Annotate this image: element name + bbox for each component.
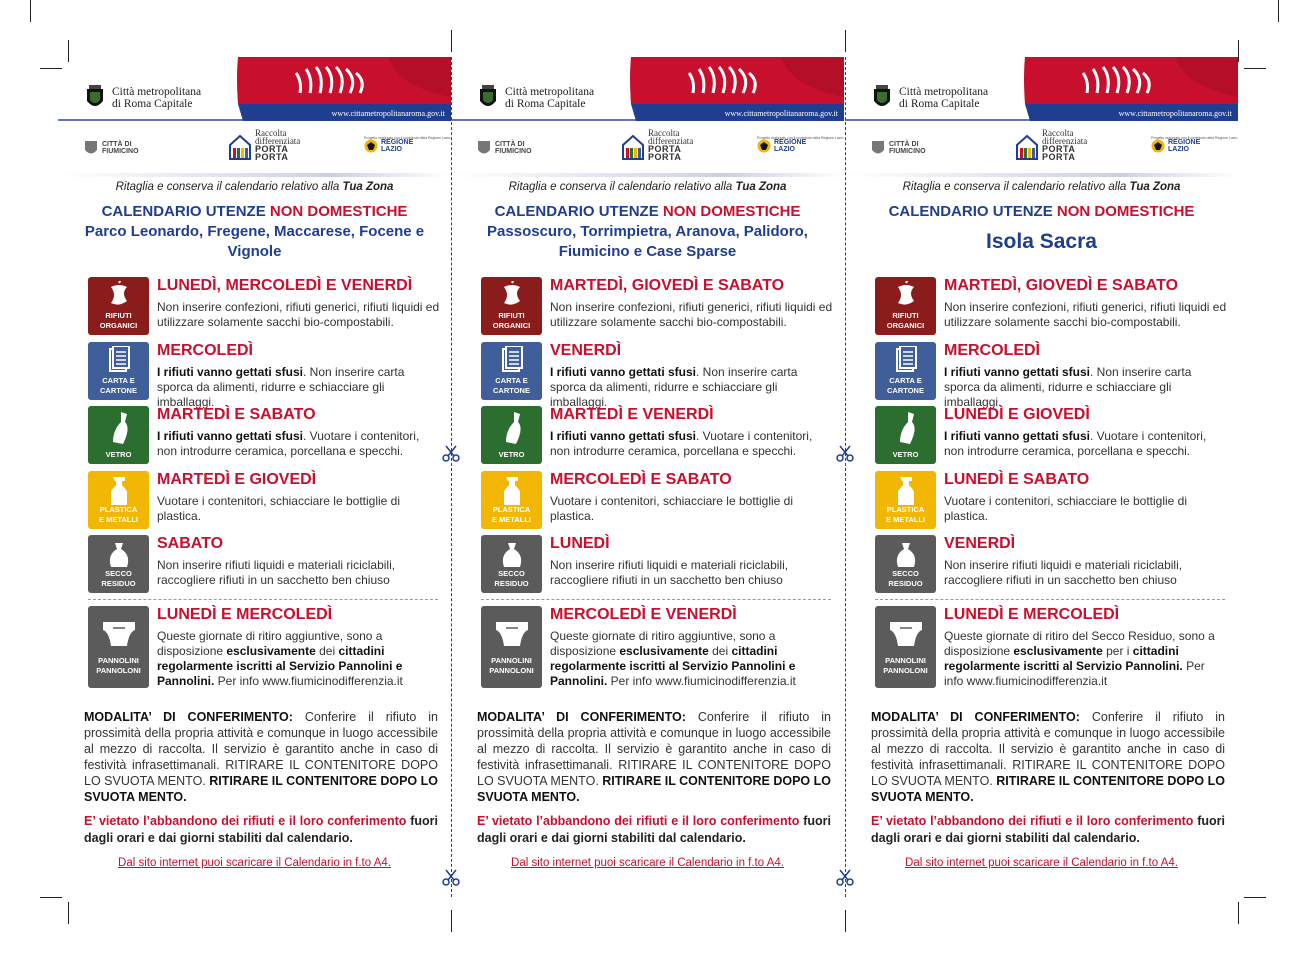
pann-t1: Queste giornate di ritiro aggiuntive, sono a disposizione (157, 629, 383, 658)
collection-desc (944, 300, 1227, 330)
collection-desc (550, 365, 833, 410)
pann-t3: Per info www.fiumicinodifferenzia.it (944, 659, 1205, 688)
pann-label-2: PANNOLONI (96, 666, 141, 675)
secco-badge (875, 535, 936, 593)
title-a: CALENDARIO UTENZE (101, 203, 270, 220)
pann-b2: cittadini regolarmente iscritti al Servizio Pannolini e Pannolini. (550, 644, 796, 688)
collection-days: MARTEDÌ, GIOVEDÌ E SABATO (944, 277, 1179, 294)
title-b: NON DOMESTICHE (1056, 203, 1195, 220)
row-label-1: SECCO (105, 569, 132, 578)
spray-bottle-icon (88, 475, 149, 507)
dashed-separator (88, 599, 438, 600)
brand-line-2: di Roma Capitale (899, 98, 980, 110)
crop-mark (1244, 68, 1266, 69)
comune-line-2: FIUMICINO (889, 148, 926, 155)
crest-icon (871, 83, 893, 113)
pann-desc (550, 629, 833, 689)
title-b: NON DOMESTICHE (269, 203, 408, 220)
calendar-title (459, 202, 836, 222)
desc-bold: I rifiuti vanno gettati sfusi (550, 364, 697, 379)
desc-text: . Non inserire carta sporca da alimenti, ridurre e schiacciare gli imballaggi. (157, 364, 405, 409)
calendar-title (66, 202, 443, 222)
row-label-2: CARTONE (493, 385, 530, 395)
mod-b2: RITIRARE IL CONTENITORE DOPO LO SVUOTA MENTO. (871, 774, 1225, 804)
paper-icon (875, 346, 936, 376)
website-url[interactable]: www.cittametropolitanaroma.gov.it (331, 109, 445, 118)
row-label-2: CARTONE (887, 385, 924, 395)
comune-line-2: FIUMICINO (102, 148, 139, 155)
collection-desc (157, 300, 440, 330)
plastica-badge (88, 471, 149, 529)
bag-icon (88, 539, 149, 571)
pann-t3: Per info www.fiumicinodifferenzia.it (214, 674, 403, 688)
desc-text: . Vuotare i contenitori, non introdurre ceramica, porcellana e specchi. (944, 429, 1207, 458)
porta-line-1: PORTA (255, 144, 289, 154)
carta-badge (875, 342, 936, 400)
calendar-panel-2 (451, 57, 844, 897)
lazio-line-1: REGIONE (381, 139, 414, 146)
row-label-2: VETRO (892, 450, 919, 459)
row-label-2: VETRO (105, 450, 132, 459)
intro-pre: Ritaglia e conserva il calendario relativo alla (902, 181, 1130, 193)
collection-days: LUNEDÌ, MERCOLEDÌ E VENERDÌ (157, 277, 413, 294)
collection-days: SABATO (157, 535, 224, 552)
crop-mark (1244, 897, 1266, 898)
calendar-panel-3 (845, 57, 1238, 897)
pann-t3: Per info www.fiumicinodifferenzia.it (607, 674, 796, 688)
row-label-2: E METALLI (98, 514, 139, 524)
porta-line-1: PORTA (648, 144, 682, 154)
scissors-icon (442, 444, 460, 462)
divider (845, 173, 1238, 177)
partner-logos (58, 125, 451, 171)
row-label-1: PLASTICA (886, 504, 925, 514)
bag-icon (481, 539, 542, 571)
crest-icon (871, 139, 885, 157)
crest-icon (84, 139, 98, 157)
porta-a-porta-logo (228, 129, 300, 161)
desc-bold: I rifiuti vanno gettati sfusi (944, 364, 1091, 379)
lazio-line-1: REGIONE (1168, 139, 1201, 146)
crest-icon (477, 139, 491, 157)
row-label-2: E METALLI (491, 514, 532, 524)
pann-b2: cittadini regolarmente iscritti al Servizio Pannolini. (944, 644, 1183, 673)
crop-mark (1238, 902, 1239, 924)
row-label-1: RIFIUTI (498, 311, 525, 320)
comune-line-1: CITTÀ DI (102, 141, 132, 148)
brand-line-2: di Roma Capitale (112, 98, 193, 110)
intro-bold: Tua Zona (1129, 181, 1181, 193)
pann-label-2: PANNOLONI (883, 666, 928, 675)
paper-icon (88, 346, 149, 376)
desc-text: Non inserire confezioni, rifiuti generici, rifiuti liquidi ed utilizzare solamente sacchi bio-compostabili. (157, 300, 440, 329)
title-b: NON DOMESTICHE (662, 203, 801, 220)
porta-line-2: PORTA (1042, 152, 1076, 162)
desc-text: . Vuotare i contenitori, non introdurre ceramica, porcellana e specchi. (550, 429, 813, 458)
plastica-badge (481, 471, 542, 529)
scissors-icon (442, 868, 460, 886)
crop-mark (40, 897, 62, 898)
eagle-icon (364, 139, 378, 153)
row-label-1: RIFIUTI (105, 311, 132, 320)
header-banner (58, 57, 451, 121)
collection-desc (550, 558, 833, 588)
row-label-1: SECCO (892, 569, 919, 578)
crop-mark (1278, 0, 1279, 22)
collection-desc (157, 494, 440, 524)
collection-desc (550, 429, 833, 459)
desc-bold: I rifiuti vanno gettati sfusi (944, 429, 1091, 443)
row-label-1: RIFIUTI (892, 311, 919, 320)
desc-text: Non inserire rifiuti liquidi e materiali riciclabili, raccogliere rifiuti in un sacchetto ben chiuso (157, 558, 396, 587)
lazio-line-2: LAZIO (774, 146, 795, 153)
brand-line-1: Città metropolitana (899, 86, 989, 98)
pann-label-1: PANNOLINI (98, 656, 139, 665)
collection-desc (157, 558, 440, 588)
raccolta-line-1: Raccolta (255, 128, 287, 138)
raccolta-line-2: differenziata (1042, 136, 1088, 146)
warn-a: E’ vietato l’abbandono dei rifiuti e il loro conferimento (871, 814, 1198, 828)
brand-line-1: Città metropolitana (112, 86, 202, 98)
apple-core-icon (481, 281, 542, 311)
mod-t1: Conferire il rifiuto in prossimità della propria attività e comunque in luogo accessibile al mezzo di raccolta. Il servizio è garantito anche in caso di festività infrasettimanali. RITIRARE IL CONTENITORE DOPO LO SVUOTA MENTO. (84, 710, 438, 788)
pann-b1: esclusivamente (619, 644, 709, 658)
spray-bottle-icon (481, 475, 542, 507)
spray-bottle-icon (875, 475, 936, 507)
title-a: CALENDARIO UTENZE (494, 203, 663, 220)
download-link[interactable]: Dal sito internet puoi scaricare il Calendario in f.to A4. (905, 857, 1178, 869)
paper-icon (481, 346, 542, 376)
calendar-panel-1 (58, 57, 451, 897)
secco-badge (481, 535, 542, 593)
desc-text: Vuotare i contenitori, schiacciare le bottiglie di plastica. (944, 493, 1188, 523)
desc-text: Non inserire rifiuti liquidi e materiali riciclabili, raccogliere rifiuti in un sacchetto ben chiuso (944, 558, 1183, 587)
house-icon (621, 133, 645, 161)
intro-bold: Tua Zona (735, 181, 787, 193)
row-label-1: SECCO (498, 569, 525, 578)
pann-label-1: PANNOLINI (885, 656, 926, 665)
house-icon (1015, 133, 1039, 161)
header-banner (451, 57, 844, 121)
pann-t2: dei (315, 644, 339, 658)
pann-t2: per i (1102, 644, 1133, 658)
vetro-badge (88, 406, 149, 464)
mod-b1: MODALITA’ DI CONFERIMENTO: (871, 710, 1080, 724)
scissors-icon (836, 868, 854, 886)
row-label-2: ORGANICI (492, 321, 531, 330)
crop-mark (451, 910, 452, 932)
pann-b2: cittadini regolarmente iscritti al Servizio Pannolini e Pannolini. (157, 644, 403, 688)
comune-line-2: FIUMICINO (495, 148, 532, 155)
porta-a-porta-logo (621, 129, 693, 161)
porta-a-porta-logo (1015, 129, 1087, 161)
comune-fiumicino-logo (84, 139, 139, 157)
modalita-conferimento (871, 709, 1225, 805)
desc-text: . Vuotare i contenitori, non introdurre ceramica, porcellana e specchi. (157, 429, 420, 458)
brand-block (871, 83, 988, 113)
row-label-2: E METALLI (885, 514, 926, 524)
comune-fiumicino-logo (871, 139, 926, 157)
collection-days: MARTEDÌ, GIOVEDÌ E SABATO (550, 277, 785, 294)
collection-days: MARTEDÌ E VENERDÌ (550, 406, 714, 423)
calendar-title (853, 202, 1230, 222)
vetro-badge (481, 406, 542, 464)
bottle-icon (88, 410, 149, 450)
cut-line (845, 57, 846, 897)
row-label-1: CARTA E (495, 375, 528, 385)
bottle-icon (875, 410, 936, 450)
pann-t1: Queste giornate di ritiro aggiuntive, sono a disposizione (550, 629, 776, 658)
lazio-caption: Progetto realizzato con il contributo della Regione Lazio (1151, 136, 1238, 140)
desc-text: . Non inserire carta sporca da alimenti, ridurre e schiacciare gli imballaggi. (944, 364, 1192, 409)
collection-days: MERCOLEDÌ E SABATO (550, 470, 732, 488)
modalita-conferimento (477, 709, 831, 805)
download-link[interactable]: Dal sito internet puoi scaricare il Calendario in f.to A4. (118, 857, 391, 869)
collection-desc (157, 429, 440, 459)
raccolta-line-1: Raccolta (1042, 128, 1074, 138)
collection-days: LUNEDÌ E SABATO (944, 470, 1090, 488)
desc-text: Vuotare i contenitori, schiacciare le bottiglie di plastica. (550, 493, 794, 523)
diaper-icon (99, 616, 139, 654)
zone-name: Isola Sacra (986, 230, 1097, 253)
house-icon (228, 133, 252, 161)
lazio-caption: Progetto realizzato con il contributo della Regione Lazio (364, 136, 451, 140)
mod-b2: RITIRARE IL CONTENITORE DOPO LO SVUOTA MENTO. (477, 774, 831, 804)
regione-lazio-logo (757, 136, 844, 153)
pann-label-2: PANNOLONI (489, 666, 534, 675)
row-label-2: RESIDUO (494, 579, 529, 588)
pann-b1: esclusivamente (226, 644, 316, 658)
plastica-badge (875, 471, 936, 529)
pann-label-1: PANNOLINI (491, 656, 532, 665)
collection-days: LUNEDÌ (550, 535, 610, 552)
desc-text: . Non inserire carta sporca da alimenti, ridurre e schiacciare gli imballaggi. (550, 364, 798, 409)
row-label-2: VETRO (498, 450, 525, 459)
regione-lazio-logo (364, 136, 451, 153)
bag-icon (875, 539, 936, 571)
pannolini-badge (88, 606, 149, 688)
carta-badge (88, 342, 149, 400)
raccolta-line-2: differenziata (648, 136, 694, 146)
bottle-icon (481, 410, 542, 450)
intro-text (845, 181, 1238, 193)
collection-days: MARTEDÌ E SABATO (157, 406, 316, 423)
row-label-2: RESIDUO (888, 579, 923, 588)
warn-b: fuori dagli orari e dai giorni stabiliti dal calendario. (477, 814, 831, 845)
row-label-2: ORGANICI (99, 321, 138, 330)
lazio-line-2: LAZIO (381, 146, 402, 153)
porta-line-2: PORTA (255, 152, 289, 162)
pann-t2: dei (708, 644, 732, 658)
row-label-2: ORGANICI (886, 321, 925, 330)
website-url[interactable]: www.cittametropolitanaroma.gov.it (724, 109, 838, 118)
crop-mark (30, 0, 31, 22)
pann-days: MERCOLEDÌ E VENERDÌ (550, 606, 737, 623)
collection-desc (944, 365, 1227, 410)
partner-logos (451, 125, 844, 171)
comune-fiumicino-logo (477, 139, 532, 157)
crop-mark (845, 30, 846, 52)
intro-pre: Ritaglia e conserva il calendario relativo alla (508, 181, 736, 193)
collection-desc (944, 494, 1227, 524)
crop-mark (1238, 40, 1239, 62)
raccolta-line-2: differenziata (255, 136, 301, 146)
porta-line-2: PORTA (648, 152, 682, 162)
organico-badge (481, 277, 542, 335)
download-link[interactable]: Dal sito internet puoi scaricare il Calendario in f.to A4. (511, 857, 784, 869)
apple-core-icon (875, 281, 936, 311)
row-label-1: CARTA E (102, 375, 135, 385)
regione-lazio-logo (1151, 136, 1238, 153)
warn-a: E’ vietato l’abbandono dei rifiuti e il loro conferimento (477, 814, 804, 828)
crop-mark (845, 910, 846, 932)
diaper-icon (492, 616, 532, 654)
row-label-1: PLASTICA (492, 504, 531, 514)
row-label-2: RESIDUO (101, 579, 136, 588)
desc-bold: I rifiuti vanno gettati sfusi (157, 429, 304, 443)
brand-block (477, 83, 594, 113)
row-label-2: CARTONE (100, 385, 137, 395)
secco-badge (88, 535, 149, 593)
warn-b: fuori dagli orari e dai giorni stabiliti dal calendario. (871, 814, 1225, 845)
warning-text (871, 813, 1225, 847)
partner-logos (845, 125, 1238, 171)
mod-t1: Conferire il rifiuto in prossimità della propria attività e comunque in luogo accessibile al mezzo di raccolta. Il servizio è garantito anche in caso di festività infrasettimanali. RITIRARE IL CONTENITORE DOPO LO SVUOTA MENTO. (477, 710, 831, 788)
divider (451, 173, 844, 177)
dashed-separator (875, 599, 1225, 600)
desc-text: Non inserire confezioni, rifiuti generici, rifiuti liquidi ed utilizzare solamente sacchi bio-compostabili. (944, 300, 1227, 329)
zone-name: Passoscuro, Torrimpietra, Aranova, Palidoro, Fiumicino e Case Sparse (487, 223, 808, 260)
warn-b: fuori dagli orari e dai giorni stabiliti dal calendario. (84, 814, 438, 845)
pannolini-badge (875, 606, 936, 688)
crest-icon (84, 83, 106, 113)
warning-text (477, 813, 831, 847)
comune-line-1: CITTÀ DI (889, 141, 919, 148)
divider (58, 173, 451, 177)
collection-desc (550, 300, 833, 330)
apple-core-icon (88, 281, 149, 311)
organico-badge (875, 277, 936, 335)
collection-days: VENERDÌ (944, 535, 1016, 552)
porta-line-1: PORTA (1042, 144, 1076, 154)
collection-desc (944, 429, 1227, 459)
collection-days: MARTEDÌ E GIOVEDÌ (157, 470, 317, 488)
lazio-line-1: REGIONE (774, 139, 807, 146)
collection-days: MERCOLEDÌ (157, 341, 253, 359)
desc-text: Non inserire confezioni, rifiuti generici, rifiuti liquidi ed utilizzare solamente sacchi bio-compostabili. (550, 300, 833, 329)
pann-t1: Queste giornate di ritiro del Secco Residuo, sono a disposizione (944, 629, 1215, 658)
zone-name: Parco Leonardo, Fregene, Maccarese, Focene e Vignole (84, 223, 425, 260)
desc-text: Vuotare i contenitori, schiacciare le bottiglie di plastica. (157, 493, 401, 523)
lazio-caption: Progetto realizzato con il contributo della Regione Lazio (757, 136, 844, 140)
desc-bold: I rifiuti vanno gettati sfusi (157, 364, 304, 379)
pann-days: LUNEDÌ E MERCOLEDÌ (157, 606, 333, 623)
collection-days: VENERDÌ (550, 341, 622, 359)
collection-desc (550, 494, 833, 524)
brand-line-1: Città metropolitana (505, 86, 595, 98)
crop-mark (451, 30, 452, 52)
pann-days: LUNEDÌ E MERCOLEDÌ (944, 606, 1120, 623)
diaper-icon (886, 616, 926, 654)
mod-b1: MODALITA’ DI CONFERIMENTO: (477, 710, 686, 724)
raccolta-line-1: Raccolta (648, 128, 680, 138)
intro-text (451, 181, 844, 193)
mod-t1: Conferire il rifiuto in prossimità della propria attività e comunque in luogo accessibile al mezzo di raccolta. Il servizio è garantito anche in caso di festività infrasettimanali. RITIRARE IL CONTENITORE DOPO LO SVUOTA MENTO. (871, 710, 1225, 788)
vetro-badge (875, 406, 936, 464)
row-label-1: CARTA E (889, 375, 922, 385)
pann-desc (944, 629, 1227, 689)
title-a: CALENDARIO UTENZE (888, 203, 1057, 220)
intro-pre: Ritaglia e conserva il calendario relativo alla (115, 181, 343, 193)
lazio-line-2: LAZIO (1168, 146, 1189, 153)
collection-desc (157, 365, 440, 410)
pann-desc (157, 629, 440, 689)
row-label-1: PLASTICA (99, 504, 138, 514)
eagle-icon (1151, 139, 1165, 153)
cut-line (451, 57, 452, 897)
collection-desc (944, 558, 1227, 588)
warn-a: E’ vietato l’abbandono dei rifiuti e il loro conferimento (84, 814, 411, 828)
desc-bold: I rifiuti vanno gettati sfusi (550, 429, 697, 443)
comune-line-1: CITTÀ DI (495, 141, 525, 148)
brand-line-2: di Roma Capitale (505, 98, 586, 110)
website-url[interactable]: www.cittametropolitanaroma.gov.it (1118, 109, 1232, 118)
eagle-icon (757, 139, 771, 153)
header-banner (845, 57, 1238, 121)
dashed-separator (481, 599, 831, 600)
carta-badge (481, 342, 542, 400)
desc-text: Non inserire rifiuti liquidi e materiali riciclabili, raccogliere rifiuti in un sacchetto ben chiuso (550, 558, 789, 587)
organico-badge (88, 277, 149, 335)
intro-text (58, 181, 451, 193)
pann-b1: esclusivamente (1013, 644, 1103, 658)
intro-bold: Tua Zona (342, 181, 394, 193)
collection-days: MERCOLEDÌ (944, 341, 1040, 359)
modalita-conferimento (84, 709, 438, 805)
crop-mark (68, 902, 69, 924)
mod-b2: RITIRARE IL CONTENITORE DOPO LO SVUOTA MENTO. (84, 774, 438, 804)
warning-text (84, 813, 438, 847)
collection-days: LUNEDÌ E GIOVEDÌ (944, 406, 1090, 423)
crest-icon (477, 83, 499, 113)
brand-block (84, 83, 201, 113)
mod-b1: MODALITA’ DI CONFERIMENTO: (84, 710, 293, 724)
pannolini-badge (481, 606, 542, 688)
scissors-icon (836, 444, 854, 462)
